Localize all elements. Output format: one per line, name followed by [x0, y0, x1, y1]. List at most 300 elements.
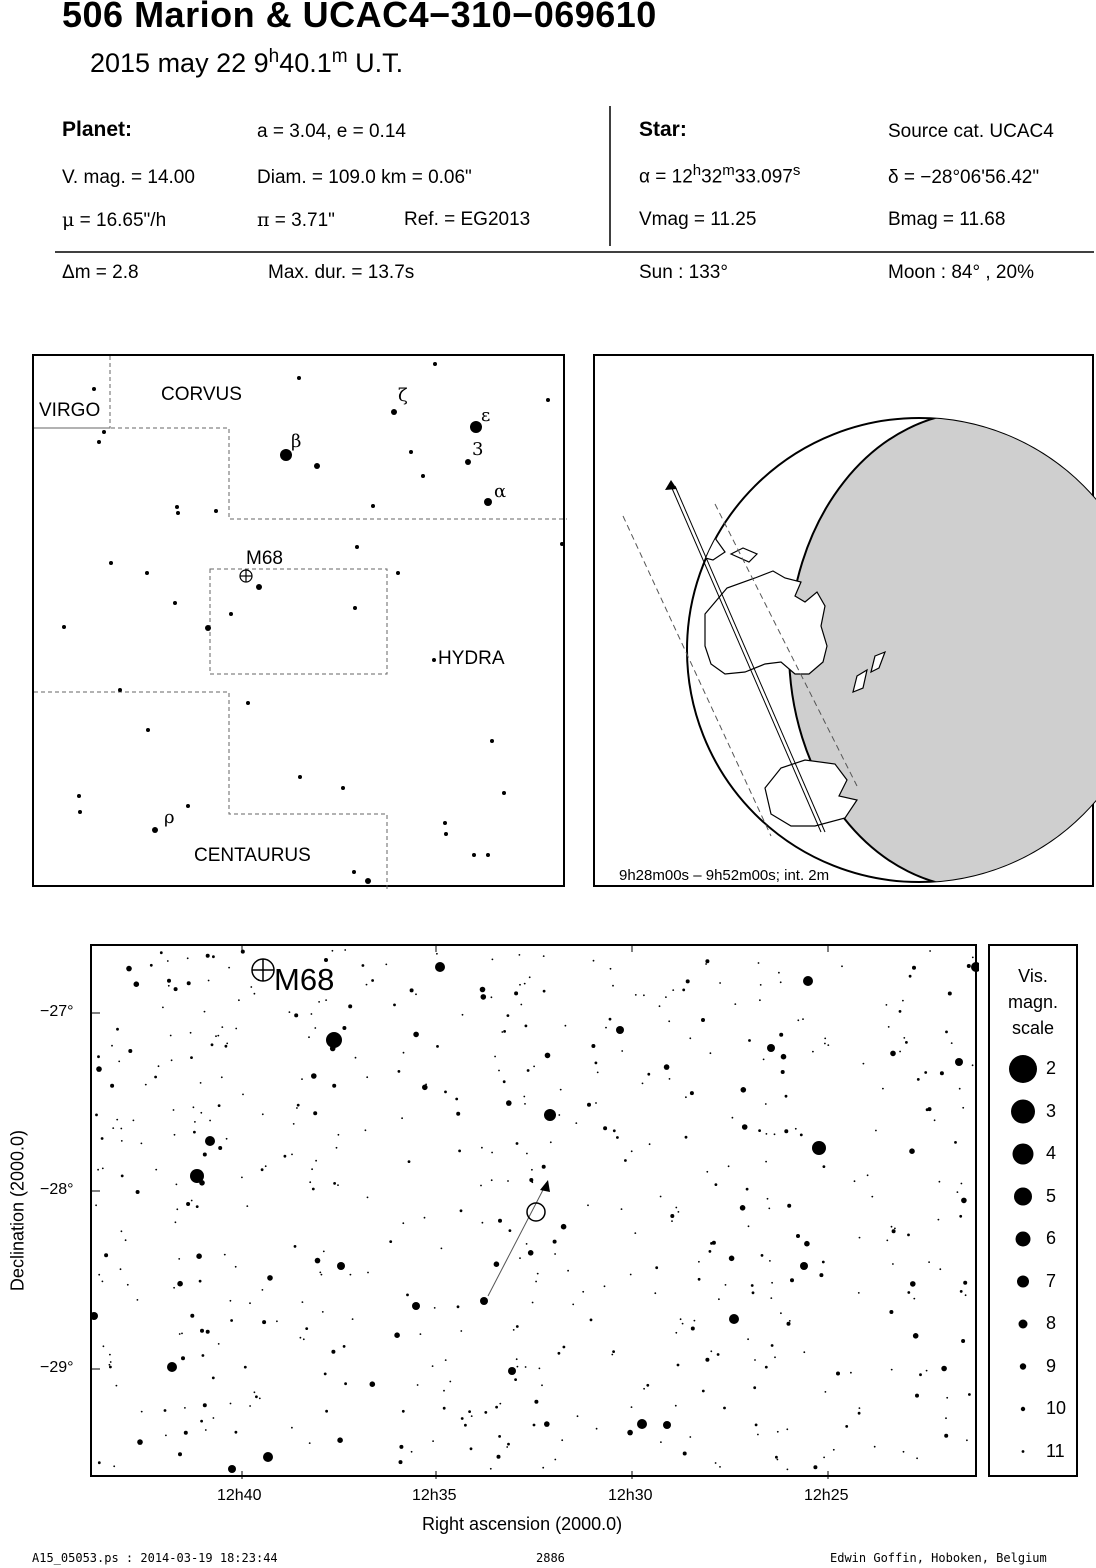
field-star: [742, 1124, 748, 1130]
field-star: [609, 1018, 612, 1021]
field-star: [888, 1026, 890, 1028]
field-star: [311, 1013, 313, 1015]
field-star: [787, 1469, 789, 1471]
field-star: [444, 1091, 447, 1094]
field-star: [259, 1398, 261, 1400]
field-star: [761, 1254, 764, 1257]
finder-star: [92, 387, 96, 391]
field-star: [456, 1112, 460, 1116]
field-star: [350, 1274, 352, 1276]
bright-star: [800, 1262, 808, 1270]
finder-star: [355, 545, 359, 549]
field-star: [874, 1446, 876, 1448]
field-star: [205, 1429, 207, 1431]
field-star: [441, 1248, 443, 1250]
field-star: [311, 1073, 317, 1079]
field-star: [519, 1257, 521, 1259]
bright-star: [205, 1136, 215, 1146]
field-star: [228, 967, 230, 969]
field-star: [774, 1133, 776, 1135]
field-star: [200, 1329, 204, 1333]
field-star: [719, 982, 721, 984]
field-star: [525, 1025, 528, 1028]
field-star: [527, 1069, 530, 1072]
pi-symbol: π: [257, 209, 270, 231]
field-star: [211, 1043, 214, 1046]
field-star: [408, 1160, 411, 1163]
field-star: [889, 1310, 893, 1314]
field-star: [365, 1129, 367, 1131]
field-star: [875, 1130, 877, 1132]
field-star: [784, 1129, 788, 1133]
ra-tick-1230: 12h30: [608, 1487, 653, 1504]
bright-star: [326, 1032, 342, 1048]
field-star: [765, 1161, 767, 1163]
label-hydra: HYDRA: [438, 648, 505, 669]
field-star: [698, 1261, 700, 1263]
dec-tick-27: −27°: [40, 1003, 74, 1020]
field-star: [95, 1114, 98, 1117]
scale-dot-6: [1016, 1232, 1031, 1247]
scale-label-6: 6: [1046, 1228, 1057, 1248]
finder-star: [118, 688, 122, 692]
field-star: [915, 1394, 919, 1398]
field-star: [903, 1451, 905, 1453]
field-star: [604, 1285, 606, 1287]
field-star: [819, 1273, 823, 1277]
scale-dots: [990, 946, 1080, 1479]
field-star: [919, 1373, 922, 1376]
scale-dot-3: [1011, 1100, 1035, 1124]
field-star: [631, 1406, 633, 1408]
ra-s-sup: s: [792, 162, 801, 179]
field-star: [751, 1284, 754, 1287]
field-star: [850, 1372, 852, 1374]
field-star: [665, 996, 667, 998]
field-star: [184, 1407, 186, 1409]
field-star: [593, 960, 595, 962]
field-star: [315, 1258, 321, 1264]
field-star: [529, 976, 531, 978]
finder-star: [444, 832, 448, 836]
field-star: [158, 1065, 160, 1067]
field-star: [698, 1278, 701, 1281]
field-star: [565, 1025, 567, 1027]
field-star: [541, 1384, 543, 1386]
finder-star: [432, 658, 436, 662]
field-star: [95, 1204, 97, 1206]
bright-star: [480, 1297, 488, 1305]
finder-star: [546, 398, 550, 402]
field-star: [682, 1323, 684, 1325]
field-star: [596, 1428, 598, 1430]
moon-info: Moon : 84° , 20%: [888, 262, 1034, 283]
field-star: [516, 1142, 519, 1145]
field-star: [103, 1345, 105, 1347]
field-star: [748, 1039, 751, 1042]
planet-diameter: Diam. = 109.0 km = 0.06": [257, 167, 472, 188]
field-star: [605, 1027, 607, 1029]
field-star: [162, 1007, 164, 1009]
field-star: [503, 1080, 506, 1083]
mu-value: = 16.65"/h: [79, 210, 167, 231]
field-star: [218, 1146, 222, 1150]
field-star: [677, 1364, 680, 1367]
finder-star: [490, 739, 494, 743]
field-star: [367, 1272, 369, 1274]
field-star: [680, 1318, 682, 1320]
field-star: [660, 1196, 662, 1198]
field-star: [127, 1284, 129, 1286]
globe-svg: [595, 356, 1096, 889]
field-star: [150, 964, 153, 967]
field-star: [531, 1181, 533, 1183]
field-star: [961, 1198, 967, 1204]
field-star: [411, 1451, 413, 1453]
field-star: [582, 1291, 584, 1293]
scale-title-1: Vis.: [1018, 966, 1048, 986]
event-timescale: U.T.: [347, 48, 404, 78]
field-star: [572, 1304, 574, 1306]
event-minutes: 40.1: [279, 48, 332, 78]
field-star: [533, 1066, 535, 1068]
field-star: [460, 1209, 463, 1212]
field-star: [102, 1281, 104, 1283]
field-star: [420, 1333, 422, 1335]
field-star: [758, 1129, 761, 1132]
field-star: [891, 1226, 893, 1228]
field-star: [136, 1190, 140, 1194]
field-star: [187, 957, 189, 959]
field-star: [196, 1253, 202, 1259]
field-star: [480, 1185, 482, 1187]
field-star: [385, 964, 387, 966]
field-star: [410, 988, 414, 992]
field-star: [449, 1381, 451, 1383]
field-star: [635, 994, 637, 996]
field-star: [315, 1160, 317, 1162]
finder-star: [298, 775, 302, 779]
finder-star: [256, 584, 262, 590]
field-star: [218, 1104, 221, 1107]
field-star: [118, 1061, 120, 1063]
field-star: [174, 1134, 176, 1136]
field-star: [235, 1431, 238, 1434]
field-star: [771, 1344, 774, 1347]
scale-dot-9: [1020, 1363, 1026, 1369]
field-star: [338, 1134, 340, 1136]
field-star: [537, 1273, 539, 1275]
finder-star: [176, 511, 180, 515]
field-star: [561, 1439, 563, 1441]
field-star: [612, 985, 614, 987]
field-star: [294, 1245, 297, 1248]
finder-star: [560, 542, 564, 546]
field-star: [833, 1449, 835, 1451]
scale-label-10: 10: [1046, 1398, 1067, 1418]
finder-star: [421, 474, 425, 478]
field-star: [362, 964, 365, 967]
field-star: [352, 1318, 354, 1320]
field-star: [173, 1287, 175, 1289]
field-star: [468, 1410, 471, 1413]
finder-star: [484, 498, 492, 506]
field-star: [769, 1260, 771, 1262]
field-star: [664, 1064, 670, 1070]
field-star: [621, 1208, 623, 1210]
ra-m-sup: m: [722, 162, 735, 179]
field-star: [682, 989, 685, 992]
field-star: [802, 1018, 804, 1020]
field-star: [917, 1078, 920, 1081]
field-star: [858, 1292, 860, 1294]
finder-star: [396, 571, 400, 575]
globe-time-caption: 9h28m00s – 9h52m00s; int. 2m: [619, 867, 830, 884]
field-star: [471, 1415, 473, 1417]
finder-star: [371, 504, 375, 508]
field-star: [787, 1322, 791, 1326]
scale-label-4: 4: [1046, 1143, 1057, 1163]
field-star: [208, 980, 210, 982]
field-star: [460, 1330, 462, 1332]
field-star: [686, 979, 690, 983]
field-star: [902, 1000, 904, 1002]
field-star: [553, 1240, 557, 1244]
field-star: [725, 1284, 727, 1286]
field-star: [966, 1439, 968, 1441]
field-star: [796, 1234, 800, 1238]
minute-superscript: m: [331, 46, 348, 67]
field-star: [827, 1044, 829, 1046]
field-star: [403, 1052, 405, 1054]
label-beta: β: [291, 431, 302, 452]
field-star: [709, 1250, 712, 1253]
field-star: [116, 1385, 118, 1387]
finder-star: [229, 612, 233, 616]
field-star: [694, 1320, 696, 1322]
finder-star: [146, 728, 150, 732]
field-star: [498, 1435, 501, 1438]
field-star: [597, 1072, 599, 1074]
field-star: [336, 1147, 338, 1149]
ra-mid: 32: [701, 166, 723, 188]
field-star: [701, 1018, 705, 1022]
field-star: [126, 966, 132, 972]
field-star: [941, 1366, 947, 1372]
finder-star: [486, 853, 490, 857]
field-star: [587, 1103, 591, 1107]
field-star: [728, 1165, 730, 1167]
field-star: [125, 1239, 127, 1241]
field-star: [972, 957, 974, 959]
field-star: [230, 1319, 233, 1322]
field-star: [241, 1177, 243, 1179]
field-star: [672, 989, 674, 991]
field-star: [924, 1071, 927, 1074]
field-star: [939, 1181, 941, 1183]
field-star: [366, 1076, 368, 1078]
field-star: [689, 1436, 691, 1438]
field-star: [774, 1356, 776, 1358]
field-star: [961, 1339, 965, 1343]
field-star: [121, 1175, 124, 1178]
field-star: [507, 1180, 509, 1182]
field-star: [705, 963, 707, 965]
finder-star: [152, 827, 158, 833]
finder-star: [472, 853, 476, 857]
field-star: [497, 1455, 501, 1459]
field-star: [432, 1440, 434, 1442]
mu-symbol: μ: [62, 209, 75, 231]
field-star: [755, 1424, 758, 1427]
field-star: [337, 1437, 343, 1443]
field-star: [768, 1208, 770, 1210]
field-star: [309, 1181, 311, 1183]
field-star: [946, 1397, 948, 1399]
field-star: [960, 1290, 963, 1293]
bright-star: [616, 1026, 624, 1034]
dec-tick-28: −28°: [40, 1181, 74, 1198]
field-star: [398, 1070, 401, 1073]
field-star: [891, 1369, 893, 1371]
field-star: [560, 1089, 562, 1091]
field-star: [145, 1084, 147, 1086]
field-star: [462, 1014, 464, 1016]
field-star: [723, 1407, 726, 1410]
field-star: [224, 1254, 226, 1256]
field-star: [265, 1165, 267, 1167]
field-star: [190, 1056, 193, 1059]
field-star: [526, 1153, 528, 1155]
field-star: [178, 1452, 182, 1456]
finder-star: [353, 606, 357, 610]
field-star: [944, 1434, 948, 1438]
field-star: [871, 1196, 873, 1198]
label-zeta: ζ: [398, 385, 408, 406]
field-star: [443, 1407, 446, 1410]
field-star: [892, 1263, 894, 1265]
field-star: [758, 962, 760, 964]
field-star: [907, 1234, 910, 1237]
field-star: [294, 1013, 298, 1017]
scale-label-2: 2: [1046, 1058, 1057, 1078]
field-star: [176, 1208, 178, 1210]
field-star: [531, 1169, 533, 1171]
field-star: [464, 1424, 467, 1427]
field-star: [642, 1083, 644, 1085]
y-axis-label: Declination (2000.0): [7, 1129, 28, 1292]
field-star: [882, 1088, 884, 1090]
field-star: [519, 984, 521, 986]
field-star: [649, 1143, 651, 1145]
field-star: [812, 1051, 814, 1053]
field-star: [422, 1085, 428, 1091]
finder-star: [365, 878, 371, 884]
field-star: [291, 1427, 293, 1429]
field-star: [822, 1261, 825, 1264]
field-star: [718, 1298, 720, 1300]
finder-star: [62, 625, 66, 629]
field-star: [134, 981, 140, 987]
field-star: [176, 1184, 178, 1186]
field-star: [402, 1410, 405, 1413]
detail-field-outline: [210, 569, 387, 674]
axis-ticks: [92, 946, 828, 1479]
field-star: [244, 1366, 247, 1369]
field-star: [909, 975, 912, 978]
finder-star: [102, 430, 106, 434]
field-star: [173, 1109, 175, 1111]
field-star: [490, 1468, 492, 1470]
field-star: [200, 1082, 202, 1084]
field-star: [291, 1154, 293, 1156]
field-star: [734, 1003, 736, 1005]
field-star: [561, 1224, 567, 1230]
field-star: [337, 1184, 339, 1186]
scale-title-3: scale: [1011, 1018, 1055, 1038]
bright-star: [167, 1362, 177, 1372]
field-star: [503, 1030, 506, 1033]
field-star: [577, 1415, 579, 1417]
bright-star: [228, 1465, 236, 1473]
field-star: [141, 1411, 143, 1413]
star-heading: Star:: [639, 118, 687, 141]
field-star: [167, 979, 171, 983]
field-star: [120, 1268, 122, 1270]
field-star: [110, 1361, 112, 1363]
field-star: [765, 1366, 768, 1369]
field-star: [611, 1354, 613, 1356]
field-star: [916, 1457, 918, 1459]
finder-star: [78, 810, 82, 814]
finder-stars: [62, 362, 564, 884]
field-star: [627, 1430, 633, 1436]
event-date: 2015 may 22 9: [90, 48, 269, 78]
field-star: [685, 1136, 688, 1139]
field-star: [98, 1461, 101, 1464]
field-star: [542, 1165, 546, 1169]
finder-star: [246, 701, 250, 705]
field-star: [212, 1377, 215, 1380]
field-star: [97, 1169, 99, 1171]
field-star: [206, 954, 210, 958]
asia-coast: [665, 476, 719, 512]
bright-star: [803, 976, 813, 986]
delta-magnitude: Δm = 2.8: [62, 262, 139, 283]
field-star: [854, 1180, 856, 1182]
field-star: [261, 1168, 264, 1171]
field-star: [109, 1366, 112, 1369]
ra-prefix: α = 12: [639, 166, 693, 188]
field-star: [859, 1407, 861, 1409]
field-star: [675, 1332, 677, 1334]
field-star: [587, 1204, 589, 1206]
field-star: [432, 1365, 434, 1367]
field-star: [669, 1078, 671, 1080]
field-star: [293, 1123, 295, 1125]
field-star: [184, 1431, 188, 1435]
field-star: [344, 1382, 347, 1385]
field-star: [321, 1274, 323, 1276]
field-star: [209, 1120, 211, 1122]
scale-label-8: 8: [1046, 1313, 1057, 1333]
field-star: [494, 1261, 500, 1267]
field-star: [646, 1384, 649, 1387]
field-star: [170, 1035, 172, 1037]
field-star: [348, 1004, 352, 1008]
field-star: [221, 1026, 223, 1028]
field-star: [499, 1403, 501, 1405]
